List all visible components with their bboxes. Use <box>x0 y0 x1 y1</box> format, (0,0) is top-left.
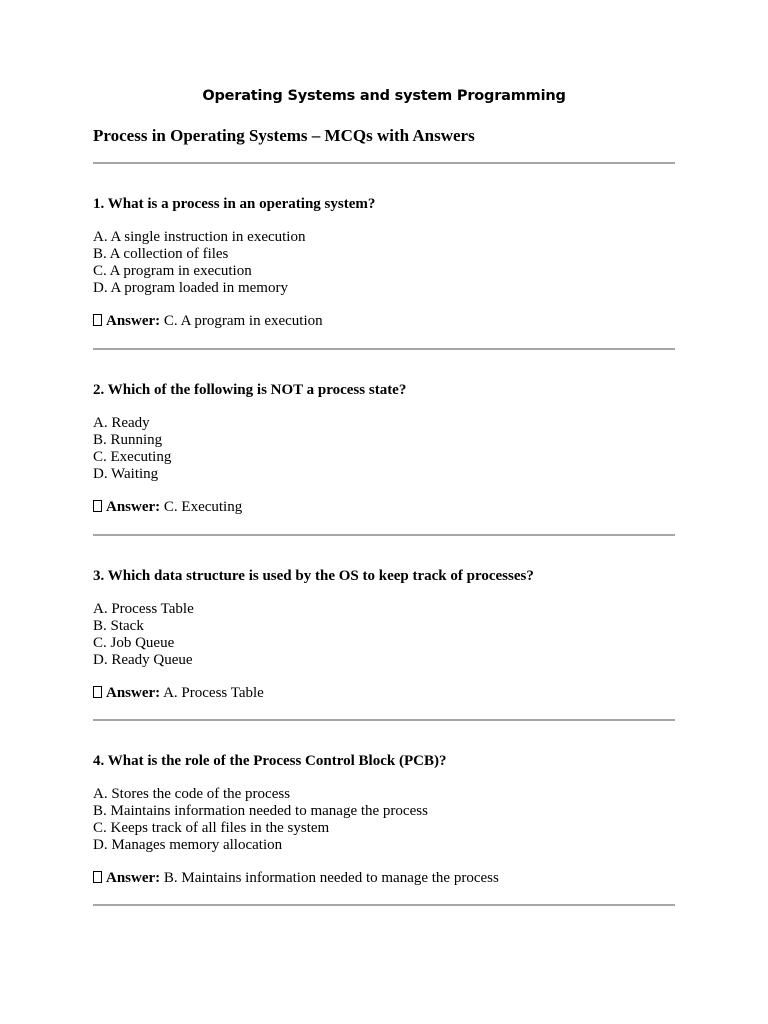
divider <box>93 904 675 906</box>
answer-text: C. Executing <box>163 499 243 515</box>
option-d: D. A program loaded in memory <box>93 280 288 296</box>
option-a: A. Ready <box>93 415 150 431</box>
answer-label: Answer: <box>106 499 161 515</box>
option-a: A. A single instruction in execution <box>93 229 306 245</box>
question-text: 4. What is the role of the Process Control Block (PCB)? <box>93 753 447 769</box>
document-title: Operating Systems and system Programming <box>202 88 566 104</box>
check-box-icon <box>93 871 102 883</box>
answer-text: A. Process Table <box>163 685 264 701</box>
question-text: 2. Which of the following is NOT a process state? <box>93 382 407 398</box>
option-c: C. Keeps track of all files in the system <box>93 820 330 836</box>
divider <box>93 162 675 164</box>
option-b: B. Maintains information needed to manage the process <box>93 803 428 819</box>
question-block-4 <box>93 753 693 887</box>
check-box-icon <box>93 314 102 326</box>
option-c: C. A program in execution <box>93 263 252 279</box>
answer-label: Answer: <box>106 313 161 329</box>
check-box-icon <box>93 686 102 698</box>
option-b: B. Running <box>93 432 163 448</box>
option-a: A. Process Table <box>93 601 194 617</box>
answer-line <box>93 685 693 702</box>
option-c: C. Executing <box>93 449 172 465</box>
check-box-icon <box>93 500 102 512</box>
divider <box>93 719 675 721</box>
option-b: B. Stack <box>93 618 144 634</box>
option-a: A. Stores the code of the process <box>93 786 291 802</box>
document-subtitle: Process in Operating Systems – MCQs with Answers <box>93 126 475 145</box>
option-d: D. Waiting <box>93 466 159 482</box>
answer-label: Answer: <box>106 870 161 886</box>
question-block-3 <box>93 568 693 702</box>
divider <box>93 534 675 536</box>
option-b: B. A collection of files <box>93 246 229 262</box>
option-c: C. Job Queue <box>93 635 175 651</box>
question-block-2 <box>93 382 693 516</box>
answer-text: C. A program in execution <box>163 313 323 329</box>
answer-line <box>93 499 693 516</box>
divider <box>93 348 675 350</box>
question-text: 1. What is a process in an operating system? <box>93 196 376 212</box>
answer-label: Answer: <box>106 685 161 701</box>
question-block-1 <box>93 196 693 330</box>
question-text: 3. Which data structure is used by the OS to keep track of processes? <box>93 568 534 584</box>
answer-text: B. Maintains information needed to manage the process <box>163 870 499 886</box>
option-d: D. Ready Queue <box>93 652 193 668</box>
answer-line <box>93 870 693 887</box>
option-d: D. Manages memory allocation <box>93 837 283 853</box>
answer-line <box>93 313 693 330</box>
